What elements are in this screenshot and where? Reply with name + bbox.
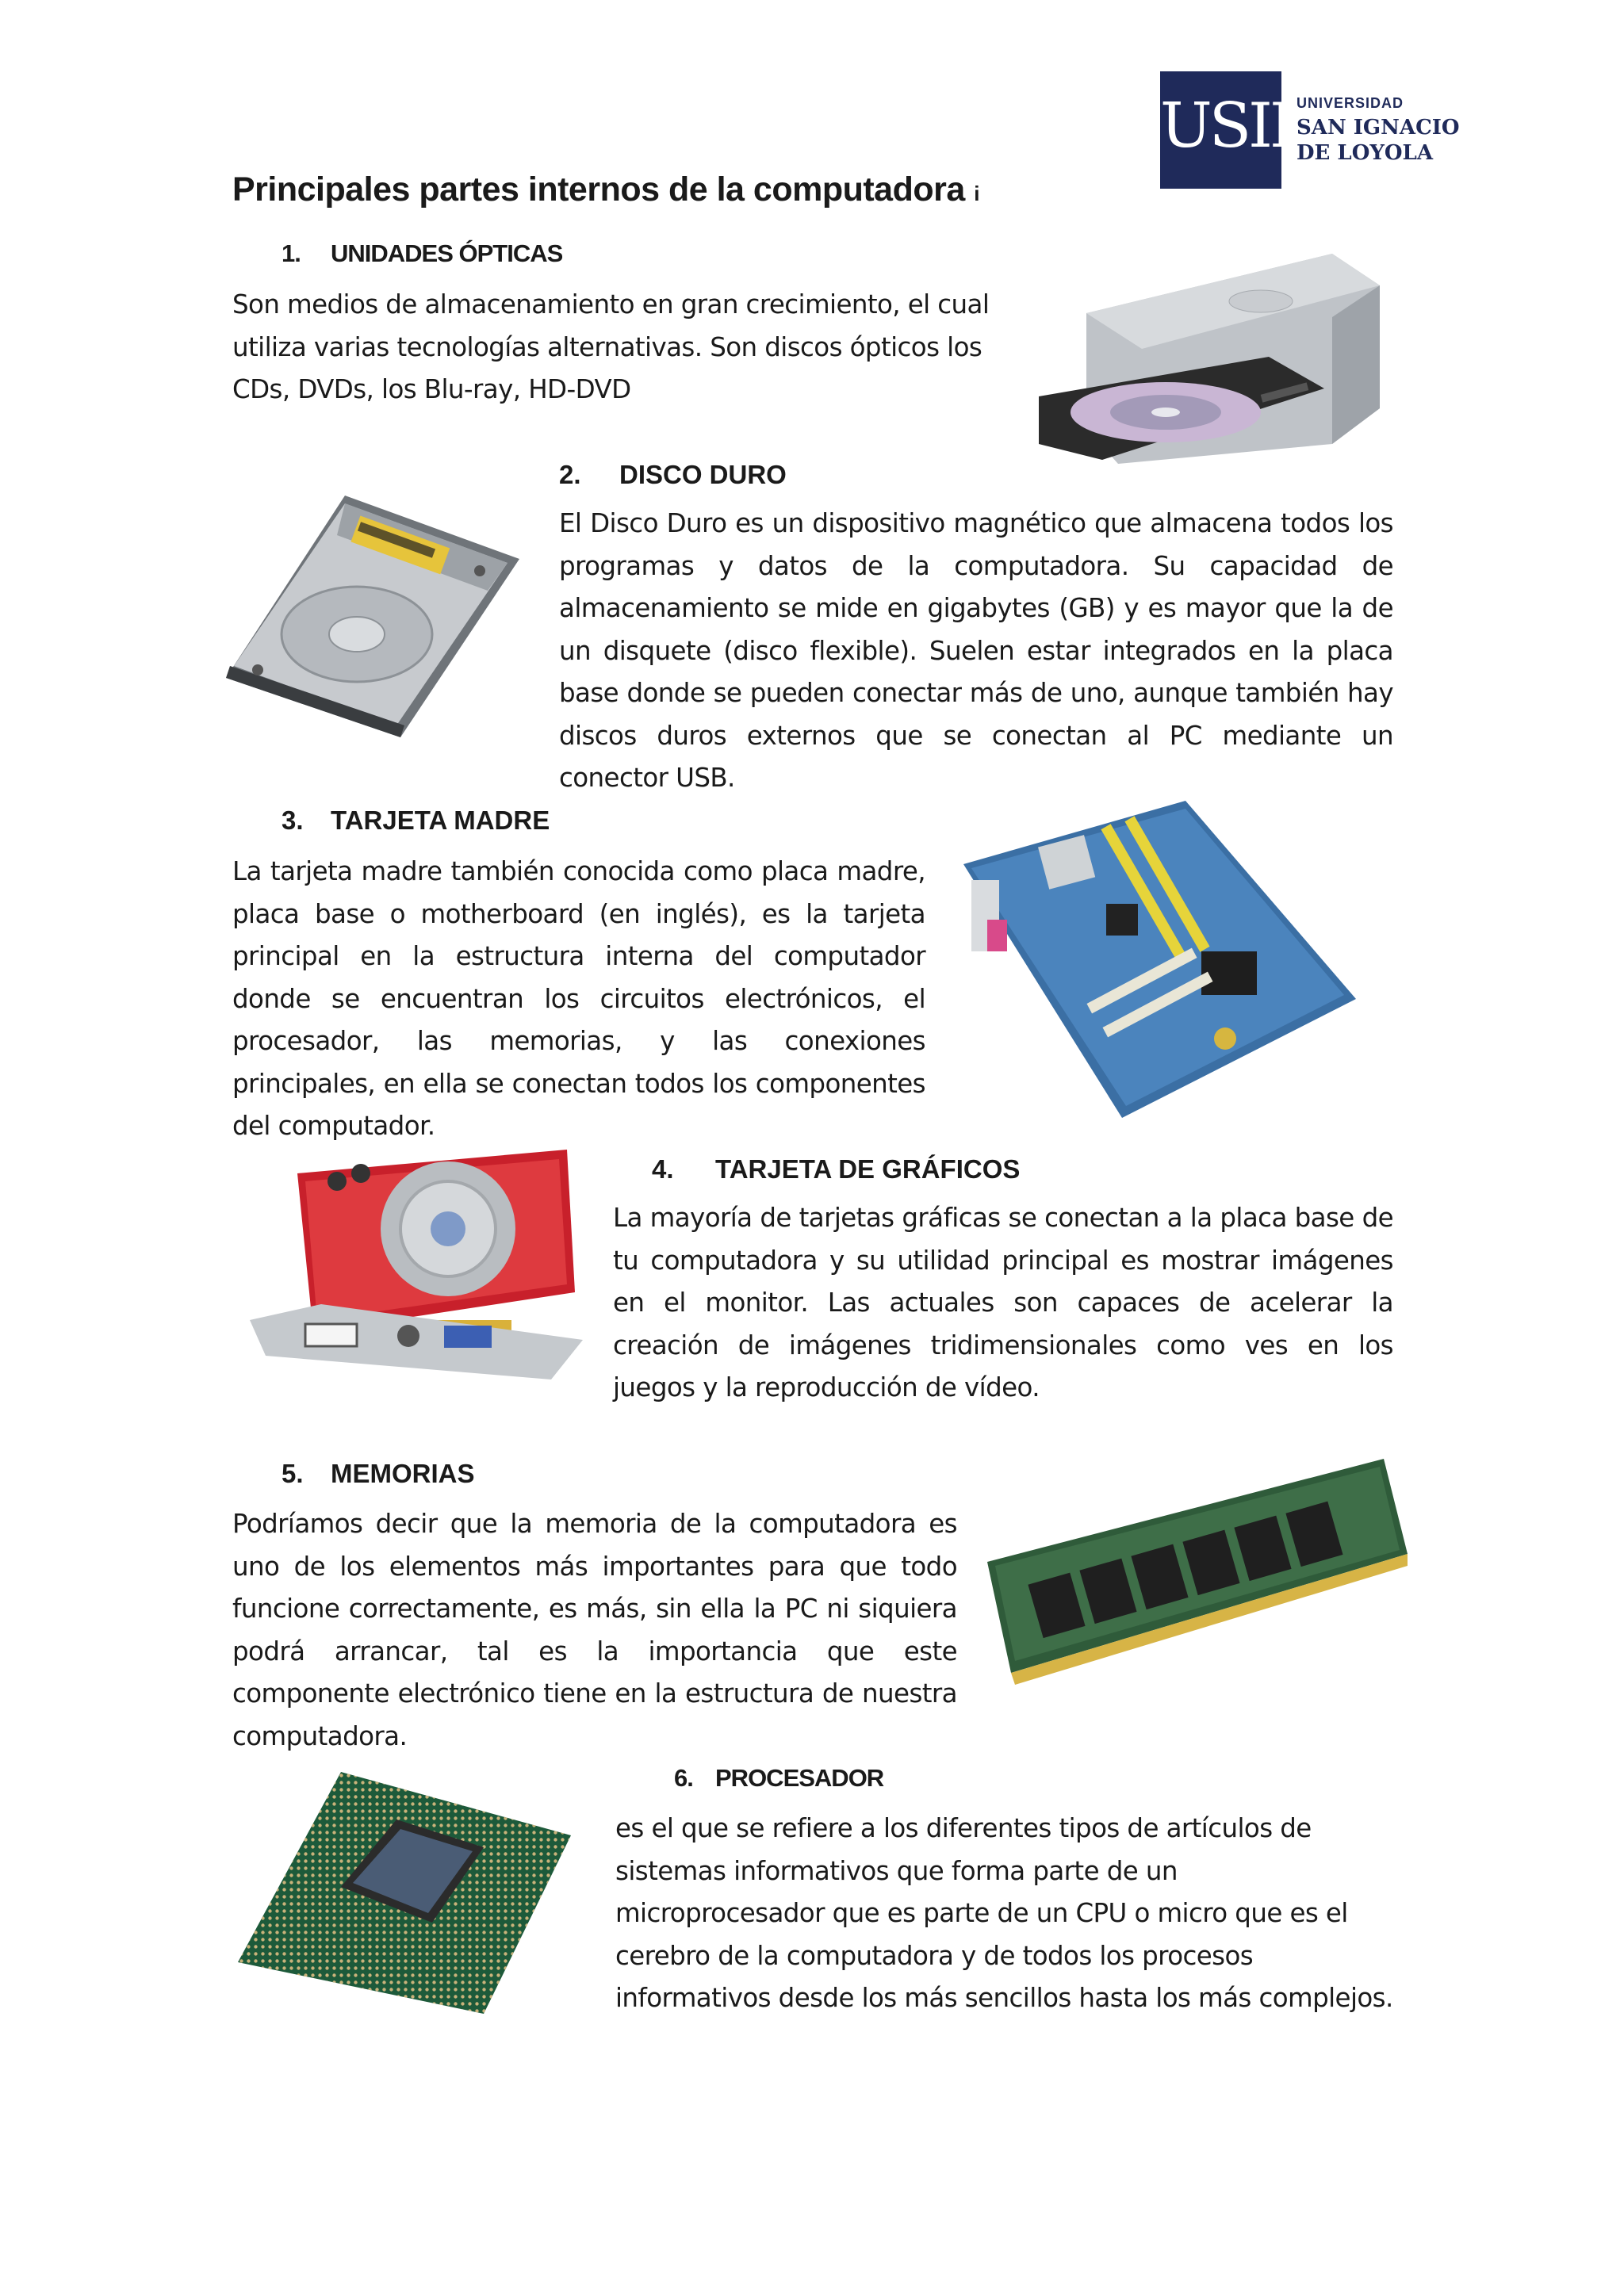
logo-line-1: UNIVERSIDAD [1297,95,1404,111]
section-2-title: DISCO DURO [619,460,787,489]
section-4-body: La mayoría de tarjetas gráficas se conectan a la placa base de tu computadora y su utilidad principal es mostrar imágenes en el monitor. Las actuales son capaces de acelerar la creación de imágenes tridimensionales como ves en los juegos y la reproducción de vídeo. [613,1203,1393,1402]
section-1-body: Son medios de almacenamiento en gran crecimiento, el cual utiliza varias tecnologías alternativas. Son discos ópticos los CDs, DVDs, los Blu-ray, HD-DVD [232,289,990,404]
section-5-heading [282,1459,475,1489]
section-5-body: Podríamos decir que la memoria de la computadora es uno de los elementos más importantes para que todo funcione correctamente, es más, sin ella la PC ni siquiera podrá arrancar, tal es la importancia que este componente electrónico tiene en la estructura de nuestra computadora. [232,1509,957,1751]
section-4-title: TARJETA DE GRÁFICOS [715,1154,1021,1184]
logo-emblem [1160,71,1308,189]
motherboard-icon [948,801,1356,1118]
graphics-card-icon [250,1150,583,1380]
section-1-number: 1. [282,239,301,267]
logo-line-3: DE LOYOLA [1297,141,1434,165]
hard-disk-icon [226,496,519,737]
university-logo [1160,71,1461,189]
page-title-text: Principales partes internos de la computadora [232,170,965,209]
section-1-title: UNIDADES ÓPTICAS [331,239,563,267]
ram-module-icon [987,1459,1408,1689]
section-3-body: La tarjeta madre también conocida como placa madre, placa base o motherboard (en inglés), es la tarjeta principal en la estructura interna del computador donde se encuentran los circuitos electrónicos, el procesador, las memorias, y las conexiones principales, en ella se conectan todos los componentes del computador. [232,856,925,1141]
section-4-heading [652,1154,1020,1184]
cpu-icon [238,1772,571,2014]
section-6-heading [674,1764,883,1793]
section-6-body: es el que se refiere a los diferentes tipos de artículos de sistemas informativos que forma parte de un microprocesador que es parte de un CPU o micro que es el cerebro de la computadora y de todos los procesos informativos desde los más sencillos hasta los más complejos. [615,1813,1393,2013]
optical-drive-icon [1031,238,1380,464]
section-6-number: 6. [674,1764,693,1792]
section-3-number: 3. [282,806,304,835]
section-4-number: 4. [652,1154,674,1184]
section-2-heading [559,460,787,490]
section-2-number: 2. [559,460,581,489]
section-3-heading [282,806,550,836]
section-6-title: PROCESADOR [715,1764,884,1792]
logo-line-2: SAN IGNACIO [1297,116,1460,140]
logo-monogram: USIL [1160,90,1308,162]
section-5-title: MEMORIAS [331,1459,475,1488]
section-2-body: El Disco Duro es un dispositivo magnético que almacena todos los programas y datos de la computadora. Su capacidad de almacenamiento se mide en gigabytes (GB) y es mayor que la de un disquete (disco flexible). Suelen estar integrados en la placa base donde se pueden conectar más de uno, aunque también hay discos duros externos que se conectan al PC mediante un conector USB. [559,508,1393,793]
page-title-mark: i [974,182,979,205]
section-3-title: TARJETA MADRE [331,806,550,835]
page-title [232,170,979,209]
section-1-heading [282,239,562,268]
section-5-number: 5. [282,1459,304,1488]
